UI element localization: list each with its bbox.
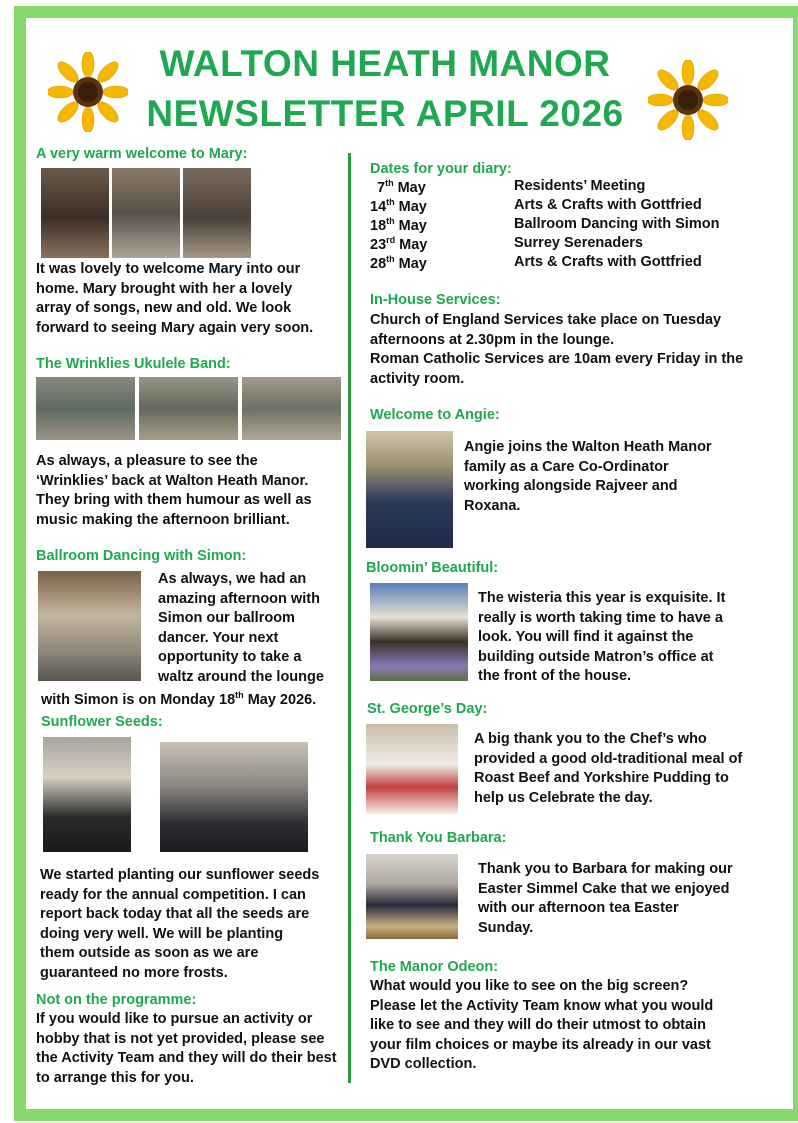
diary-row: 14th May Arts & Crafts with Gottfried (370, 197, 702, 215)
photo-ukulele-1 (36, 377, 135, 440)
photo-wisteria (370, 583, 468, 681)
diary-row: 23rd May Surrey Serenaders (370, 235, 643, 253)
photo-ukulele-2 (139, 377, 238, 440)
barbara-text: Thank you to Barbara for making our Easter Simmel Cake that we enjoyed with our afternoon tea Easter Sunday. (478, 861, 733, 936)
heading-welcome-angie: Welcome to Angie: (370, 407, 500, 423)
heading-welcome-mary: A very warm welcome to Mary: (36, 146, 248, 162)
heading-thank-you-barbara: Thank You Barbara: (370, 830, 507, 846)
sunflower-icon-left (48, 52, 128, 132)
photo-ballroom-dance (38, 571, 141, 681)
heading-not-on-programme: Not on the programme: (36, 992, 197, 1008)
heading-ukulele-band: The Wrinklies Ukulele Band: (36, 356, 231, 372)
mary-text: It was lovely to welcome Mary into our home. Mary brought with her a lovely array of songs, new and old. We look forward to seeing Mary again very soon. (36, 261, 314, 336)
george-text: A big thank you to the Chef’s who provided a good old-traditional meal of Roast Beef and Yorkshire Pudding to help us Celebrate the day. (474, 731, 743, 806)
bloomin-text: The wisteria this year is exquisite. It really is worth taking time to have a look. You will find it against the building outside Matron’s office at the front of the house. (478, 590, 726, 684)
sunflower-icon-right (648, 60, 728, 140)
ballroom-date-line: with Simon is on Monday 18th May 2026. (41, 690, 317, 708)
heading-st-georges-day: St. George’s Day: (367, 701, 488, 717)
photo-sunflower-planting-1 (43, 737, 131, 852)
sunflower-text: We started planting our sunflower seeds ready for the annual competition. I can report back today that all the seeds are doing very well. We will be planting them outside as soon as we are guaranteed no more frosts. (40, 867, 320, 981)
photo-angie (366, 431, 453, 548)
odeon-text: What would you like to see on the big screen? Please let the Activity Team know what you would like to see and they will do their utmost to obtain your film choices or maybe its already in our vast DVD collection. (370, 978, 714, 1072)
heading-sunflower-seeds: Sunflower Seeds: (41, 714, 163, 730)
photo-ukulele-3 (242, 377, 341, 440)
newsletter-title-line2: NEWSLETTER APRIL 2026 (146, 93, 624, 134)
photo-sunflower-planting-2 (160, 742, 308, 852)
angie-text: Angie joins the Walton Heath Manor family as a Care Co-Ordinator working alongside Rajveer and Roxana. (464, 439, 712, 514)
ballroom-text: As always, we had an amazing afternoon with Simon our ballroom dancer. Your next opportunity to take a waltz around the lounge (158, 571, 324, 685)
photo-mary-residents (112, 168, 180, 258)
heading-ballroom: Ballroom Dancing with Simon: (36, 548, 247, 564)
programme-text: If you would like to pursue an activity or hobby that is not yet provided, please see the Activity Team and they will do their best to arrange this for you. (36, 1011, 337, 1086)
photo-barbara-cake (366, 854, 458, 939)
heading-manor-odeon: The Manor Odeon: (370, 959, 499, 975)
services-text: Church of England Services take place on Tuesday afternoons at 2.30pm in the lounge. Roman Catholic Services are 10am every Friday in the activity room. (370, 312, 744, 387)
photo-st-georges-meal (366, 724, 458, 814)
ukulele-text: As always, a pleasure to see the ‘Wrinklies’ back at Walton Heath Manor. They bring with them humour as well as music making the afternoon brilliant. (36, 453, 312, 528)
diary-row: 7th May Residents’ Meeting (377, 178, 646, 196)
photo-mary-audience (183, 168, 251, 258)
heading-in-house-services: In-House Services: (370, 292, 501, 308)
diary-row: 28th May Arts & Crafts with Gottfried (370, 254, 702, 272)
heading-diary: Dates for your diary: (370, 161, 512, 177)
diary-row: 18th May Ballroom Dancing with Simon (370, 216, 720, 234)
heading-bloomin-beautiful: Bloomin’ Beautiful: (366, 560, 499, 576)
photo-mary-singing (41, 168, 109, 258)
newsletter-title-line1: WALTON HEATH MANOR (159, 43, 611, 84)
